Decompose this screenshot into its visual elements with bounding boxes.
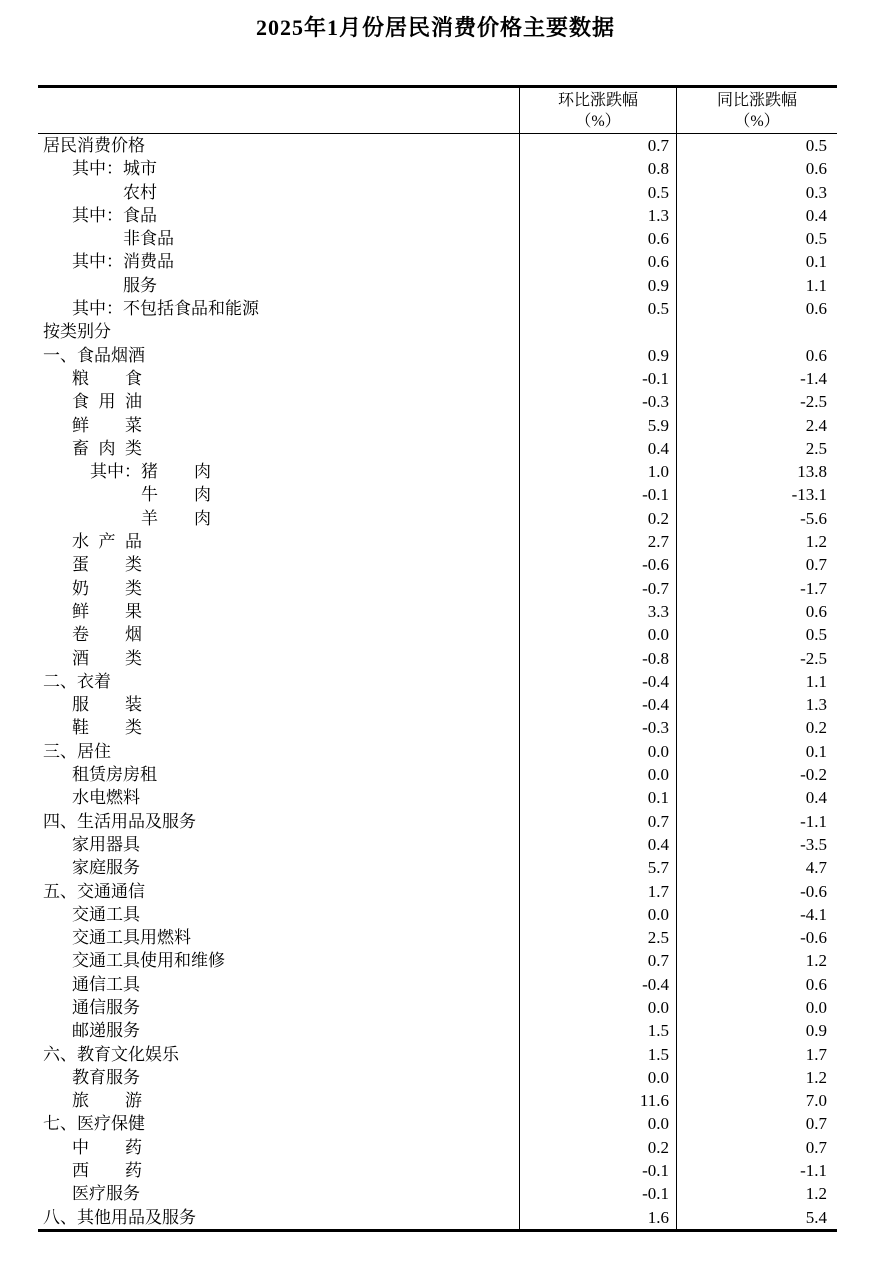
row-label-text: 四、生活用品及服务 <box>43 811 196 831</box>
table-row <box>38 414 837 437</box>
row-mom-value: 0.4 <box>519 437 676 460</box>
row-yoy-value: -0.6 <box>676 926 837 949</box>
row-mom-value: 0.4 <box>519 833 676 856</box>
row-label-text: 服装 <box>72 695 142 715</box>
row-yoy-value: 1.1 <box>676 670 837 693</box>
row-yoy-value: -1.4 <box>676 367 837 390</box>
row-label-prefix: 其中： <box>72 252 123 272</box>
row-yoy-value: 0.9 <box>676 1019 837 1042</box>
header-mom-label: 环比涨跌幅 <box>557 92 638 109</box>
row-label <box>38 297 519 320</box>
row-yoy-value: 0.2 <box>676 716 837 739</box>
row-yoy-value: 0.6 <box>676 157 837 180</box>
table-row <box>38 810 837 833</box>
row-mom-value <box>519 320 676 343</box>
row-label-text: 水电燃料 <box>72 788 140 808</box>
row-label <box>38 134 519 157</box>
row-mom-value: 0.5 <box>519 181 676 204</box>
table-body <box>38 134 837 1232</box>
row-label-text: 交通工具用燃料 <box>72 928 191 948</box>
row-label-text: 通信工具 <box>72 974 140 994</box>
row-mom-value: 1.6 <box>519 1206 676 1229</box>
row-label <box>38 949 519 972</box>
row-label-text: 奶类 <box>72 578 142 598</box>
row-label-text: 中药 <box>72 1137 142 1157</box>
row-mom-value: 2.7 <box>519 530 676 553</box>
row-yoy-value: 1.2 <box>676 1066 837 1089</box>
row-label-text: 鲜菜 <box>72 415 142 435</box>
row-yoy-value: 13.8 <box>676 460 837 483</box>
table-row <box>38 344 837 367</box>
table-row <box>38 647 837 670</box>
row-label <box>38 810 519 833</box>
row-mom-value: -0.4 <box>519 670 676 693</box>
row-label <box>38 553 519 576</box>
row-yoy-value: 1.2 <box>676 949 837 972</box>
row-label <box>38 1112 519 1135</box>
row-yoy-value: 7.0 <box>676 1089 837 1112</box>
row-label-text: 农村 <box>123 182 157 202</box>
row-label-text: 通信服务 <box>72 997 140 1017</box>
row-mom-value: 5.7 <box>519 856 676 879</box>
row-yoy-value: -2.5 <box>676 647 837 670</box>
row-yoy-value: 2.4 <box>676 414 837 437</box>
row-label-text: 二、衣着 <box>43 671 111 691</box>
row-label-text: 家用器具 <box>72 834 140 854</box>
row-mom-value: 0.7 <box>519 134 676 157</box>
row-label-text: 按类别分 <box>43 322 111 342</box>
row-mom-value: 0.0 <box>519 763 676 786</box>
row-label-text: 牛肉 <box>141 485 211 505</box>
table-row <box>38 1159 837 1182</box>
row-label <box>38 250 519 273</box>
row-label <box>38 647 519 670</box>
row-yoy-value: 0.0 <box>676 996 837 1019</box>
row-label-text: 六、教育文化娱乐 <box>43 1044 179 1064</box>
row-label <box>38 1043 519 1066</box>
row-label <box>38 483 519 506</box>
row-mom-value: 0.7 <box>519 810 676 833</box>
row-mom-value: -0.1 <box>519 483 676 506</box>
row-label-text: 消费品 <box>123 252 174 272</box>
table-row <box>38 600 837 623</box>
header-mom-column <box>519 88 676 133</box>
row-mom-value: 0.8 <box>519 157 676 180</box>
row-label <box>38 996 519 1019</box>
row-yoy-value: 0.7 <box>676 1112 837 1135</box>
row-label-text: 水产品 <box>72 532 142 552</box>
row-mom-value: 0.2 <box>519 1136 676 1159</box>
row-label-text: 不包括食品和能源 <box>123 299 259 319</box>
row-mom-value: 0.0 <box>519 623 676 646</box>
row-label-text: 西药 <box>72 1161 142 1181</box>
row-mom-value: 0.6 <box>519 227 676 250</box>
row-yoy-value: -4.1 <box>676 903 837 926</box>
row-label-prefix: 其中： <box>72 159 123 179</box>
table-row <box>38 693 837 716</box>
row-label-text: 交通工具使用和维修 <box>72 951 225 971</box>
row-mom-value: 1.7 <box>519 880 676 903</box>
row-yoy-value: 0.5 <box>676 623 837 646</box>
row-yoy-value: -1.1 <box>676 1159 837 1182</box>
row-yoy-value: 0.3 <box>676 181 837 204</box>
row-label <box>38 1182 519 1205</box>
table-row <box>38 507 837 530</box>
row-yoy-value: 0.6 <box>676 297 837 320</box>
row-label <box>38 204 519 227</box>
table-row <box>38 740 837 763</box>
row-label-text: 食品 <box>123 205 157 225</box>
row-label-text: 三、居住 <box>43 741 111 761</box>
header-mom-unit: （%） <box>575 113 621 130</box>
row-mom-value: -0.7 <box>519 577 676 600</box>
row-label-text: 鞋类 <box>72 718 142 738</box>
row-label-text: 教育服务 <box>72 1067 140 1087</box>
row-yoy-value: 0.7 <box>676 553 837 576</box>
row-yoy-value: -3.5 <box>676 833 837 856</box>
row-label-text: 邮递服务 <box>72 1021 140 1041</box>
header-yoy-column <box>676 88 837 133</box>
row-label <box>38 460 519 483</box>
row-label <box>38 157 519 180</box>
row-yoy-value: 1.3 <box>676 693 837 716</box>
row-label-text: 非食品 <box>123 229 174 249</box>
table-row <box>38 1066 837 1089</box>
row-mom-value: 2.5 <box>519 926 676 949</box>
row-yoy-value: 2.5 <box>676 437 837 460</box>
table-row <box>38 227 837 250</box>
table-row <box>38 134 837 157</box>
row-mom-value: -0.1 <box>519 367 676 390</box>
table-row <box>38 390 837 413</box>
row-mom-value: -0.3 <box>519 390 676 413</box>
row-label <box>38 1159 519 1182</box>
row-yoy-value: 1.2 <box>676 530 837 553</box>
row-label <box>38 1089 519 1112</box>
row-yoy-value: -0.6 <box>676 880 837 903</box>
row-label <box>38 600 519 623</box>
table-row <box>38 483 837 506</box>
row-yoy-value: 4.7 <box>676 856 837 879</box>
row-label <box>38 274 519 297</box>
row-mom-value: -0.4 <box>519 693 676 716</box>
table-row <box>38 856 837 879</box>
table-row <box>38 903 837 926</box>
table-row <box>38 880 837 903</box>
row-label-prefix: 其中： <box>72 205 123 225</box>
table-row <box>38 1019 837 1042</box>
cpi-data-table <box>38 85 837 1232</box>
row-label <box>38 1136 519 1159</box>
row-mom-value: 0.0 <box>519 1112 676 1135</box>
row-yoy-value: 0.4 <box>676 204 837 227</box>
row-yoy-value: -2.5 <box>676 390 837 413</box>
row-label-text: 卷烟 <box>72 625 142 645</box>
table-row <box>38 437 837 460</box>
row-yoy-value: 1.7 <box>676 1043 837 1066</box>
row-label <box>38 320 519 343</box>
row-label-text: 食用油 <box>72 392 142 412</box>
row-mom-value: 11.6 <box>519 1089 676 1112</box>
row-mom-value: -0.1 <box>519 1159 676 1182</box>
row-yoy-value: 0.6 <box>676 973 837 996</box>
table-row <box>38 763 837 786</box>
row-yoy-value: -1.7 <box>676 577 837 600</box>
row-label-text: 家庭服务 <box>72 858 140 878</box>
row-label <box>38 530 519 553</box>
row-mom-value: 1.5 <box>519 1019 676 1042</box>
row-label-text: 羊肉 <box>141 508 211 528</box>
row-yoy-value: 0.1 <box>676 250 837 273</box>
row-yoy-value: -5.6 <box>676 507 837 530</box>
table-row <box>38 973 837 996</box>
row-label <box>38 926 519 949</box>
table-row <box>38 157 837 180</box>
row-label <box>38 1019 519 1042</box>
table-row <box>38 530 837 553</box>
row-label <box>38 856 519 879</box>
row-label <box>38 716 519 739</box>
row-mom-value: 0.0 <box>519 996 676 1019</box>
header-yoy-label: 同比涨跌幅 <box>716 92 797 109</box>
row-label <box>38 437 519 460</box>
row-label-prefix: 其中： <box>90 462 141 482</box>
table-row <box>38 670 837 693</box>
table-row <box>38 623 837 646</box>
header-yoy-unit: （%） <box>734 113 780 130</box>
table-row <box>38 1136 837 1159</box>
row-label-text: 鲜果 <box>72 601 142 621</box>
row-mom-value: 0.5 <box>519 297 676 320</box>
row-label-text: 医疗服务 <box>72 1184 140 1204</box>
table-row <box>38 204 837 227</box>
row-yoy-value: 0.5 <box>676 227 837 250</box>
table-row <box>38 949 837 972</box>
row-label-text: 粮食 <box>72 368 142 388</box>
row-yoy-value: 0.1 <box>676 740 837 763</box>
page-title: 2025年1月份居民消费价格主要数据 <box>255 15 615 40</box>
row-mom-value: 0.0 <box>519 903 676 926</box>
row-label <box>38 973 519 996</box>
row-label <box>38 693 519 716</box>
row-label <box>38 786 519 809</box>
table-row <box>38 460 837 483</box>
row-label-text: 蛋类 <box>72 555 142 575</box>
row-mom-value: 0.9 <box>519 344 676 367</box>
table-header-row <box>38 85 837 134</box>
row-yoy-value <box>676 320 837 343</box>
row-yoy-value: 0.5 <box>676 134 837 157</box>
row-mom-value: 0.0 <box>519 740 676 763</box>
row-label <box>38 181 519 204</box>
row-label <box>38 1206 519 1229</box>
table-row <box>38 181 837 204</box>
row-label <box>38 390 519 413</box>
row-yoy-value: 0.6 <box>676 600 837 623</box>
table-row <box>38 1206 837 1229</box>
table-row <box>38 716 837 739</box>
row-label-text: 五、交通通信 <box>43 881 145 901</box>
row-label <box>38 1066 519 1089</box>
row-mom-value: -0.8 <box>519 647 676 670</box>
row-yoy-value: -1.1 <box>676 810 837 833</box>
table-row <box>38 786 837 809</box>
row-yoy-value: 0.7 <box>676 1136 837 1159</box>
row-label <box>38 670 519 693</box>
row-yoy-value: 5.4 <box>676 1206 837 1229</box>
row-mom-value: 3.3 <box>519 600 676 623</box>
row-mom-value: 0.0 <box>519 1066 676 1089</box>
row-label <box>38 577 519 600</box>
header-item-column <box>38 88 519 133</box>
row-label <box>38 763 519 786</box>
row-label-text: 酒类 <box>72 648 142 668</box>
table-row <box>38 1089 837 1112</box>
table-row <box>38 1182 837 1205</box>
row-label-prefix: 其中： <box>72 299 123 319</box>
row-label <box>38 833 519 856</box>
table-row <box>38 320 837 343</box>
row-label <box>38 227 519 250</box>
row-mom-value: 0.1 <box>519 786 676 809</box>
table-row <box>38 577 837 600</box>
row-mom-value: -0.3 <box>519 716 676 739</box>
table-row <box>38 926 837 949</box>
table-row <box>38 367 837 390</box>
row-label-text: 交通工具 <box>72 904 140 924</box>
row-yoy-value: -13.1 <box>676 483 837 506</box>
row-mom-value: 1.5 <box>519 1043 676 1066</box>
row-mom-value: 0.7 <box>519 949 676 972</box>
row-label-text: 服务 <box>123 275 157 295</box>
table-row <box>38 274 837 297</box>
row-label-text: 旅游 <box>72 1091 142 1111</box>
row-label <box>38 367 519 390</box>
table-row <box>38 1112 837 1135</box>
row-label <box>38 414 519 437</box>
row-label-text: 八、其他用品及服务 <box>43 1207 196 1227</box>
row-label <box>38 903 519 926</box>
row-label-text: 一、食品烟酒 <box>43 345 145 365</box>
row-mom-value: 0.9 <box>519 274 676 297</box>
row-yoy-value: 0.4 <box>676 786 837 809</box>
table-row <box>38 250 837 273</box>
row-label-text: 居民消费价格 <box>43 136 145 155</box>
row-label <box>38 880 519 903</box>
row-label <box>38 507 519 530</box>
row-label-text: 七、医疗保健 <box>43 1114 145 1134</box>
row-label-text: 猪肉 <box>141 462 211 482</box>
row-label <box>38 623 519 646</box>
row-mom-value: 0.6 <box>519 250 676 273</box>
row-yoy-value: 0.6 <box>676 344 837 367</box>
row-yoy-value: 1.1 <box>676 274 837 297</box>
row-label-text: 租赁房房租 <box>72 765 157 785</box>
row-mom-value: 1.3 <box>519 204 676 227</box>
table-row <box>38 833 837 856</box>
row-label <box>38 344 519 367</box>
row-yoy-value: 1.2 <box>676 1182 837 1205</box>
row-mom-value: 0.2 <box>519 507 676 530</box>
row-yoy-value: -0.2 <box>676 763 837 786</box>
table-row <box>38 297 837 320</box>
row-mom-value: -0.4 <box>519 973 676 996</box>
row-mom-value: -0.6 <box>519 553 676 576</box>
row-label-text: 畜肉类 <box>72 438 142 458</box>
row-mom-value: 5.9 <box>519 414 676 437</box>
table-row <box>38 1043 837 1066</box>
row-label <box>38 740 519 763</box>
row-mom-value: -0.1 <box>519 1182 676 1205</box>
table-row <box>38 553 837 576</box>
row-label-text: 城市 <box>123 159 157 179</box>
table-row <box>38 996 837 1019</box>
row-mom-value: 1.0 <box>519 460 676 483</box>
